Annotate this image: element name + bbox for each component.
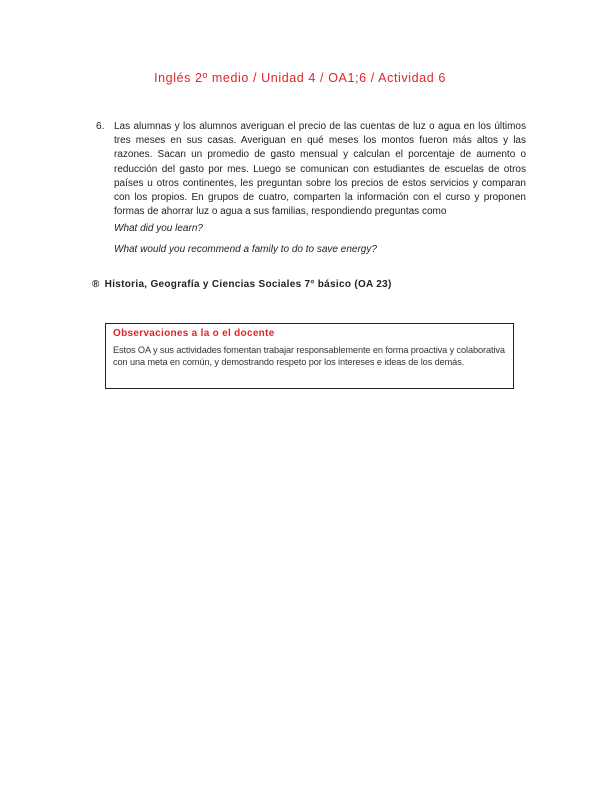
registered-link-icon: ® (92, 279, 100, 290)
question-learn: What did you learn? (114, 223, 203, 235)
activity-number: 6. (96, 121, 105, 132)
cross-curricular-link-text: Historia, Geografía y Ciencias Sociales 7° básico (OA 23) (104, 279, 392, 290)
activity-description: Las alumnas y los alumnos averiguan el precio de las cuentas de luz o agua en los últimos tres meses en sus casas. Averiguan en qué meses los montos fueron más altos y las razones. Sacan un promedio de gasto mensual y calculan el porcentaje de aumento o reducción del gasto por mes. Luego se comunican con estudiantes de escuelas de otros países u otros continentes, les preguntan sobre los precios de estos servicios y comparan con los propios. En grupos de cuatro, comparten la información con el curso y proponen formas de ahorrar luz o agua a sus familias, respondiendo preguntas como (114, 121, 526, 218)
cross-curricular-link (92, 279, 392, 290)
question-recommend: What would you recommend a family to do to save energy? (114, 243, 377, 255)
teacher-observations-box (105, 323, 514, 389)
observations-title: Observaciones a la o el docente (113, 328, 275, 339)
page-title: Inglés 2º medio / Unidad 4 / OA1;6 / Actividad 6 (154, 71, 446, 85)
activity-section (96, 120, 526, 257)
activity-item (96, 120, 526, 219)
observations-text: Estos OA y sus actividades fomentan trabajar responsablemente en forma proactiva y colaborativa con una meta en común, y demostrando respeto por los intereses e ideas de los demás. (113, 345, 505, 367)
